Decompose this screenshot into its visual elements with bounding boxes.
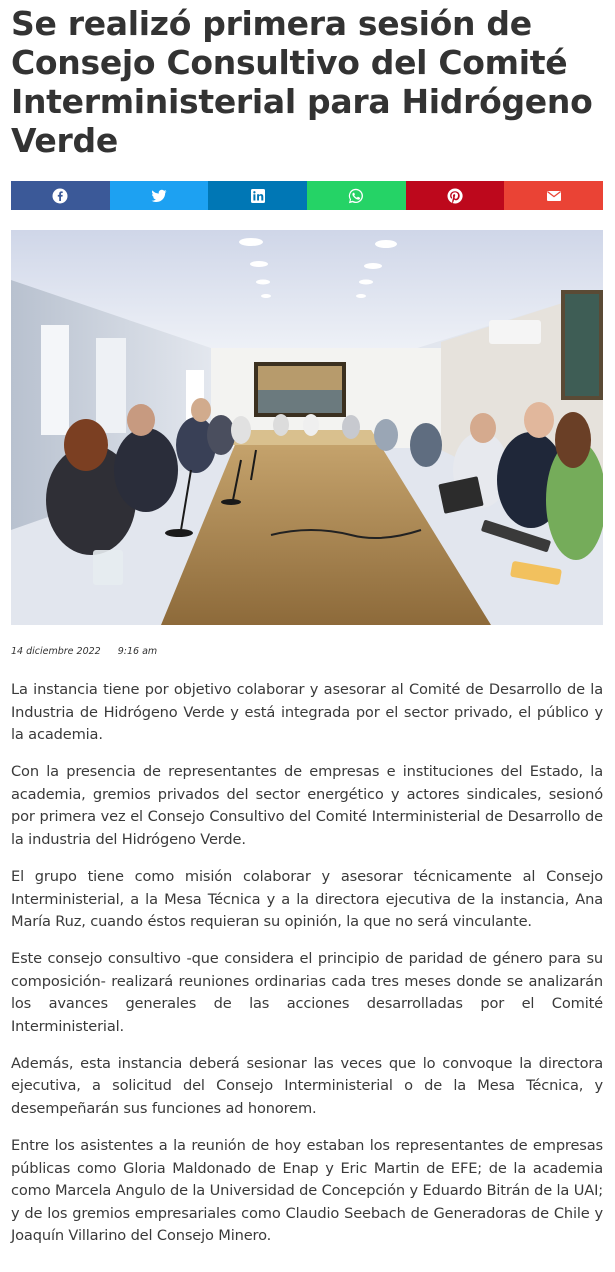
- article-paragraph: El grupo tiene como misión colaborar y asesorar técnicamente al Consejo Interministerial, a la Mesa Técnica y a la directora ejecutiva de la instancia, Ana María Ruz, cuando éstos requieran su opinión, la que no será vinculante.: [11, 867, 603, 931]
- article-paragraph: La instancia tiene por objetivo colaborar y asesorar al Comité de Desarrollo de la Industria de Hidrógeno Verde y está integrada por el sector privado, el público y la academia.: [11, 681, 603, 744]
- envelope-icon: [546, 188, 562, 204]
- share-twitter-button[interactable]: [110, 181, 209, 210]
- article-time: 9:16 am: [117, 646, 158, 657]
- twitter-icon: [151, 188, 167, 204]
- meeting-room-photo: [11, 230, 603, 625]
- whatsapp-icon: [348, 188, 364, 204]
- share-linkedin-button[interactable]: [208, 181, 307, 210]
- share-email-button[interactable]: [504, 181, 603, 210]
- pinterest-icon: [447, 188, 463, 204]
- article-meta: [11, 646, 171, 657]
- article-date: 14 diciembre 2022: [11, 646, 101, 657]
- article-paragraph: Con la presencia de representantes de empresas e instituciones del Estado, la academia, gremios privados del sector energético y actores sindicales, sesionó por primera vez el Consejo Consultivo del Comité Interministerial de Desarrollo de la industria del Hidrógeno Verde.: [11, 763, 603, 848]
- article-body: [11, 679, 603, 1262]
- share-bar: [11, 181, 603, 210]
- share-whatsapp-button[interactable]: [307, 181, 406, 210]
- facebook-icon: [52, 188, 68, 204]
- article-paragraph: Entre los asistentes a la reunión de hoy estaban los representantes de empresas públicas como Gloria Maldonado de Enap y Eric Martin de EFE; de la academia como Marcela Angulo de la Universidad de Concepción y Eduardo Bitrán de la UAI; y de los gremios empresariales como Claudio Seebach de Generadoras de Chile y Joaquín Villarino del Consejo Minero.: [11, 1137, 603, 1245]
- article-paragraph: Este consejo consultivo -que considera el principio de paridad de género para su composición- realizará reuniones ordinarias cada tres meses donde se analizarán los avances generales de las acciones desarrolladas por el Comité Interministerial.: [11, 950, 603, 1035]
- article-title: Se realizó primera sesión de Consejo Consultivo del Comité Interministerial para Hidrógeno Verde: [11, 4, 593, 160]
- share-pinterest-button[interactable]: [406, 181, 505, 210]
- share-facebook-button[interactable]: [11, 181, 110, 210]
- article-paragraph: Además, esta instancia deberá sesionar las veces que lo convoque la directora ejecutiva, a solicitud del Consejo Interministerial o de la Mesa Técnica, y desempeñarán sus funciones ad honorem.: [11, 1054, 603, 1118]
- linkedin-icon: [250, 188, 266, 204]
